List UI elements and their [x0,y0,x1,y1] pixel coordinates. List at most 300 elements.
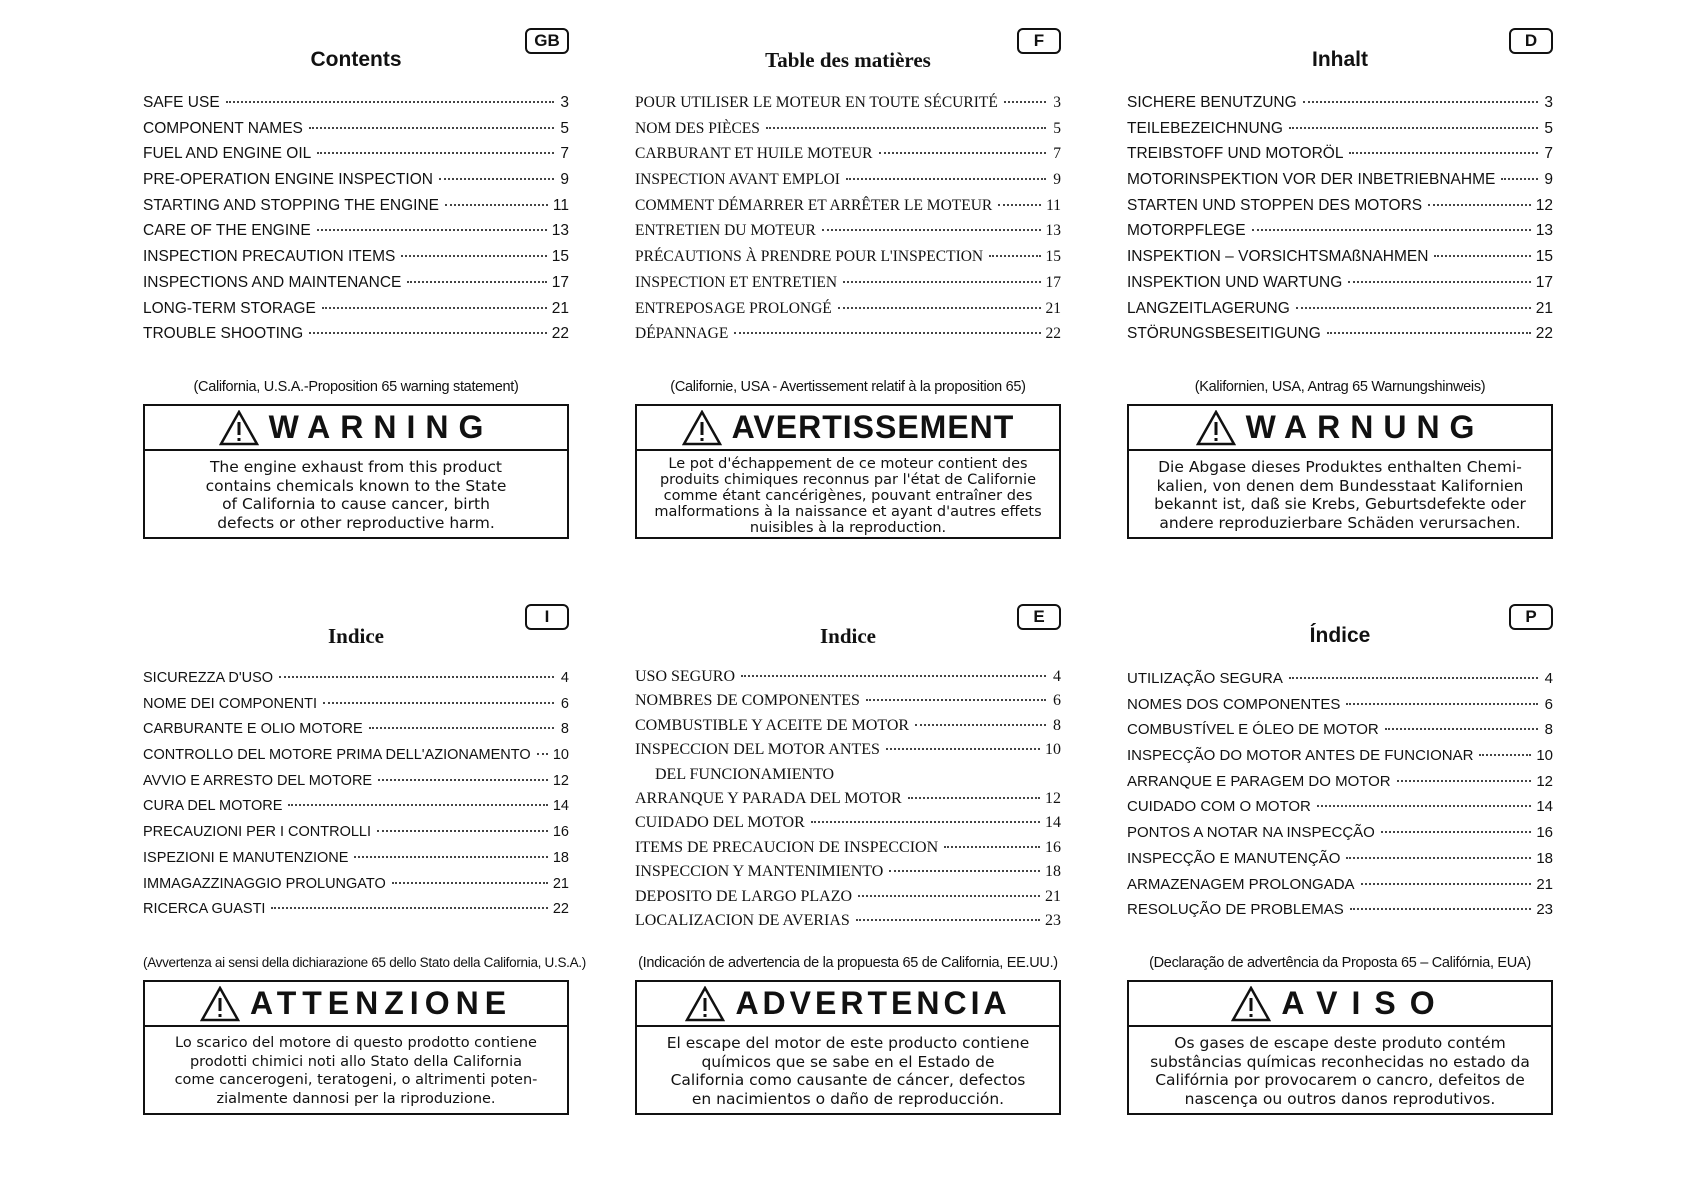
toc-page-number: 23 [1536,901,1553,919]
toc-leader-dots [915,724,1046,726]
toc-entry-label: DEL FUNCIONAMIENTO [655,765,835,783]
toc-leader-dots [1296,307,1531,309]
toc-entry [1127,820,1553,846]
toc-page-number: 13 [1535,222,1553,240]
warning-caption: (Indicación de advertencia de la propuesta 65 de California, EE.UU.) [638,955,1058,971]
toc-entry [635,193,1061,219]
toc-entry-label: RESOLUÇÃO DE PROBLEMAS [1127,901,1344,919]
toc-page-number: 14 [1536,798,1553,816]
toc-page-number: 4 [560,670,569,686]
warning-text-line: en nacimientos o daño de reproducción. [691,1089,1005,1108]
toc-entry [635,665,1061,689]
toc-leader-dots [838,307,1041,309]
warning-box [635,980,1061,1115]
toc-page-number: 5 [1544,119,1553,137]
toc-leader-dots [1346,857,1531,859]
toc-entry [635,321,1061,347]
toc-leader-dots [279,676,554,678]
toc-entry [1127,794,1553,820]
toc-page-number: 22 [1535,325,1553,343]
toc-leader-dots [439,178,554,180]
toc-page-number: 10 [1045,741,1061,759]
toc-entry [1127,244,1553,270]
warning-caption: (Declaração de advertência da Proposta 65 – Califórnia, EUA) [1149,955,1531,971]
toc-leader-dots [866,699,1046,701]
toc-entry [143,193,569,219]
toc-title: Indice [327,624,384,648]
toc-entry [1127,90,1553,116]
toc-leader-dots [1327,332,1531,334]
toc-entry [1127,846,1553,872]
toc-entry [635,296,1061,322]
warning-text-line: come cancerogeni, teratogeni, o altrimenti poten- [174,1072,538,1088]
toc-entry [635,244,1061,270]
toc-entry-label: INSPECTION AVANT EMPLOI [635,171,840,189]
toc-page-number: 18 [1536,849,1553,867]
toc-leader-dots [734,332,1040,334]
toc-entry-label: ENTRETIEN DU MOTEUR [635,222,816,240]
toc-page-number: 13 [551,222,569,240]
toc-entry [143,769,569,795]
toc-entry-label: IMMAGAZZINAGGIO PROLUNGATO [143,875,386,892]
warning-triangle-icon [219,410,259,446]
panel-p [1127,604,1553,1108]
toc-leader-dots [1381,831,1531,833]
warning-text [145,451,567,532]
warning-text-line: El escape del motor de este producto contiene [666,1034,1030,1052]
warning-header [637,982,1059,1027]
toc-entry [143,167,569,193]
toc-page-number: 11 [552,196,569,214]
toc-page-number: 11 [1046,196,1061,214]
toc-entry-label: SICHERE BENUTZUNG [1127,94,1297,111]
panel-header [143,28,569,70]
language-badge: I [525,604,569,630]
toc-leader-dots [369,727,554,729]
toc-entry-label: INSPECÇÃO DO MOTOR ANTES DE FUNCIONAR [1127,747,1474,765]
warning-box [1127,980,1553,1115]
toc-entry-label: LANGZEITLAGERUNG [1127,299,1290,317]
toc-entry-label: PONTOS A NOTAR NA INSPECÇÃO [1127,824,1375,842]
toc-entry [635,141,1061,167]
warning-text [637,1027,1059,1108]
warning-text-line: bekannt ist, daß sie Krebs, Geburtsdefekte oder [1154,495,1526,513]
warning-text-line: Os gases de escape deste produto contém [1174,1034,1506,1052]
warning-text-line: nuisibles à la reproduction. [749,520,947,536]
language-badge: D [1509,28,1553,54]
toc-entry-label: PRÉCAUTIONS À PRENDRE POUR L'INSPECTION [635,248,984,266]
warning-text-line: zialmente dannosi per la riproduzione. [216,1090,496,1107]
toc-page-number: 15 [1535,248,1553,266]
warning-text-line: kalien, von denen dem Bundesstaat Kalifornien [1156,476,1524,495]
toc-entry [1127,141,1553,167]
toc-entry [143,218,569,244]
toc-entry [635,116,1061,142]
language-badge: E [1017,604,1061,630]
toc-leader-dots [309,332,547,334]
toc-entry [1127,321,1553,347]
toc-page-number: 21 [551,299,569,317]
toc-entry-label: INSPECÇÃO E MANUTENÇÃO [1127,849,1341,867]
toc-page-number: 8 [1053,716,1061,734]
toc-page-number: 4 [1053,668,1061,685]
toc-entry-label: STARTING AND STOPPING THE ENGINE [143,196,439,214]
toc-leader-dots [998,204,1041,206]
toc-entry [1127,717,1553,743]
toc-leader-dots [811,821,1040,823]
toc-page-number: 3 [1544,94,1553,111]
panel-header [143,604,569,646]
toc-entry-label: COMBUSTÍVEL E ÓLEO DE MOTOR [1127,721,1379,739]
toc-entry [635,836,1061,860]
warning-box [1127,404,1553,539]
warning-title: ATTENZIONE [249,985,513,1021]
toc-entry [143,244,569,270]
toc-page-number: 9 [560,171,569,189]
warning-header [1129,982,1551,1027]
toc-leader-dots [309,127,554,129]
warning-header [145,982,567,1027]
toc-leader-dots [377,830,548,832]
toc-page-number: 5 [1053,119,1061,137]
toc-entry-label: MOTORPFLEGE [1127,222,1246,240]
warning-caption: (California, U.S.A.-Proposition 65 warning statement) [193,379,519,395]
toc-entry [635,270,1061,296]
toc-entry [1127,116,1553,142]
toc-leader-dots [1252,229,1531,231]
toc-entry-label: NOM DES PIÈCES [635,119,760,137]
warning-caption: (Californie, USA - Avertissement relatif à la proposition 65) [670,379,1026,395]
panel-e [635,604,1061,1108]
toc-entry-label: TREIBSTOFF UND MOTORÖL [1127,145,1344,163]
warning-text-line: Califórnia por provocarem o cancro, defeitos de [1155,1071,1525,1089]
warning-box [143,980,569,1115]
toc-entry [1127,666,1553,692]
toc-page-number: 6 [1544,695,1553,713]
warning-title: AVERTISSEMENT [731,409,1015,445]
toc-page-number: 8 [560,721,569,738]
toc-leader-dots [317,152,554,154]
toc-entry-label: ARRANQUE E PARAGEM DO MOTOR [1127,772,1391,790]
toc-entry [1127,193,1553,219]
toc-leader-dots [401,255,546,257]
toc-entry-label: INSPEKTION UND WARTUNG [1127,273,1343,291]
toc-entry-label: ARMAZENAGEM PROLONGADA [1127,875,1355,893]
toc-list [143,90,569,347]
toc-page-number: 15 [551,248,569,266]
warning-triangle-icon [200,986,240,1022]
toc-page-number: 17 [551,273,569,291]
toc-page-number: 3 [1053,94,1061,111]
toc-page-number: 23 [1045,911,1061,929]
toc-leader-dots [1397,780,1532,782]
toc-page-number: 4 [1544,670,1553,687]
warning-header [637,406,1059,451]
toc-leader-dots [1349,152,1538,154]
toc-list [1127,90,1553,347]
language-badge: F [1017,28,1061,54]
toc-list [143,666,569,923]
toc-entry [143,116,569,142]
toc-leader-dots [843,281,1040,283]
toc-entry [143,692,569,718]
panel-f [635,28,1061,536]
warning-title: ADVERTENCIA [735,985,1011,1021]
toc-leader-dots [445,204,548,206]
toc-entry-label: COMMENT DÉMARRER ET ARRÊTER LE MOTEUR [635,196,993,214]
toc-entry [635,714,1061,738]
warning-text [1129,451,1551,532]
toc-entry [143,794,569,820]
toc-entry [635,787,1061,811]
toc-entry-label: CUIDADO DEL MOTOR [635,814,805,832]
toc-entry [143,872,569,898]
toc-page-number: 10 [1536,747,1553,765]
toc-entry [635,167,1061,193]
toc-page-number: 6 [560,695,569,712]
warning-text-line: Die Abgase dieses Produktes enthalten Chemi- [1158,458,1522,476]
toc-leader-dots [322,307,547,309]
toc-entry-label: TROUBLE SHOOTING [143,325,304,343]
warning-triangle-icon [682,410,722,446]
toc-entry-label: NOMES DOS COMPONENTES [1127,695,1341,713]
warning-text-line: malformations à la naissance et ayant d'autres effets [654,504,1042,520]
panel-gb [143,28,569,532]
toc-leader-dots [1317,805,1531,807]
toc-leader-dots [392,882,548,884]
toc-entry-label: INSPEKTION – VORSICHTSMAßNAHMEN [1127,248,1429,266]
toc-entry [635,689,1061,713]
toc-leader-dots [226,101,554,103]
toc-leader-dots [886,748,1040,750]
toc-entry-label: DÉPANNAGE [635,325,729,343]
toc-entry-label: CURA DEL MOTORE [143,798,283,815]
toc-title: Contents [310,48,402,71]
toc-leader-dots [908,797,1040,799]
toc-list [635,665,1061,933]
toc-leader-dots [1428,204,1531,206]
toc-leader-dots [741,675,1046,677]
toc-entry [635,218,1061,244]
toc-entry [635,860,1061,884]
toc-leader-dots [856,919,1040,921]
toc-entry-label: USO SEGURO [635,668,736,685]
toc-entry-label: INSPECCION DEL MOTOR ANTES [635,741,880,759]
warning-caption: (Kalifornien, USA, Antrag 65 Warnungshinweis) [1194,379,1486,395]
toc-entry-label: NOME DEI COMPONENTI [143,695,318,712]
warning-text-line: Lo scarico del motore di questo prodotto contiene [175,1035,537,1051]
toc-entry-label: CONTROLLO DEL MOTORE PRIMA DELL'AZIONAMENTO [143,747,531,764]
toc-entry-label: CUIDADO COM O MOTOR [1127,798,1311,816]
toc-page-number: 12 [1535,196,1553,214]
toc-entry-label: INSPECTIONS AND MAINTENANCE [143,273,402,291]
warning-text-line: químicos que se sabe en el Estado de [701,1052,995,1071]
toc-leader-dots [317,229,547,231]
toc-entry [1127,743,1553,769]
warning-text [1129,1027,1551,1108]
toc-entry-label: AVVIO E ARRESTO DEL MOTORE [143,772,373,789]
toc-page-number: 17 [1045,273,1061,291]
toc-entry [143,846,569,872]
warning-title: AVISO [1281,985,1449,1021]
toc-title: Table des matières [765,48,931,72]
toc-page-number: 21 [1536,875,1553,893]
panel-i [143,604,586,1107]
toc-entry [143,897,569,923]
toc-page-number: 7 [1544,145,1553,163]
toc-entry-label: SICUREZZA D'USO [143,670,274,686]
toc-page-number: 18 [552,849,569,866]
toc-entry [143,141,569,167]
warning-text-line: The engine exhaust from this product [209,458,503,476]
toc-page-number: 21 [1535,299,1553,317]
toc-entry [1127,296,1553,322]
toc-page-number: 16 [1536,824,1553,842]
toc-entry [143,296,569,322]
panel-d [1127,28,1553,532]
toc-entry-label: COMBUSTIBLE Y ACEITE DE MOTOR [635,716,910,734]
warning-title: WARNUNG [1245,409,1485,445]
toc-entry [635,738,1061,762]
toc-page-number: 14 [552,798,569,815]
toc-entry [635,90,1061,116]
toc-leader-dots [879,152,1046,154]
toc-leader-dots [822,229,1041,231]
warning-box [143,404,569,539]
toc-leader-dots [944,846,1040,848]
toc-entry [1127,167,1553,193]
toc-page-number: 9 [1544,171,1553,189]
toc-entry-label: CARBURANT ET HUILE MOTEUR [635,145,873,163]
toc-page-number: 12 [1045,789,1061,807]
warning-text-line: nascença ou outros danos reprodutivos. [1184,1089,1496,1108]
toc-page-number: 17 [1535,273,1553,291]
toc-leader-dots [1350,908,1532,910]
toc-entry-label: LOCALIZACION DE AVERIAS [635,911,850,929]
toc-entry-label: POUR UTILISER LE MOTEUR EN TOUTE SÉCURITÉ [635,94,998,111]
toc-entry [635,763,1061,787]
toc-page-number: 12 [1536,772,1553,790]
toc-page-number: 7 [560,145,569,163]
toc-leader-dots [1289,677,1538,679]
toc-leader-dots [1348,281,1530,283]
toc-entry-label: DEPOSITO DE LARGO PLAZO [635,887,853,905]
toc-entry [1127,218,1553,244]
toc-entry-label: PRECAUZIONI PER I CONTROLLI [143,824,372,841]
warning-text [637,451,1059,536]
toc-leader-dots [288,804,547,806]
toc-entry [143,90,569,116]
toc-entry [1127,769,1553,795]
toc-leader-dots [858,895,1040,897]
toc-entry [143,321,569,347]
toc-page-number: 21 [1045,887,1061,905]
toc-entry [1127,897,1553,923]
toc-entry-label: LONG-TERM STORAGE [143,299,316,317]
panel-header [635,604,1061,646]
toc-page-number: 7 [1053,145,1061,163]
toc-entry [1127,270,1553,296]
warning-text-line: andere reproduzierbare Schäden verursachen. [1159,513,1521,532]
toc-entry [143,743,569,769]
toc-leader-dots [1004,101,1046,103]
toc-entry [635,885,1061,909]
warning-text-line: substâncias químicas reconhecidas no estado da [1150,1052,1530,1071]
toc-entry-label: INSPECTION PRECAUTION ITEMS [143,248,396,266]
toc-entry-label: INSPECTION ET ENTRETIEN [635,273,838,291]
toc-entry-label: SAFE USE [143,94,220,111]
warning-triangle-icon [1196,410,1236,446]
toc-leader-dots [989,255,1040,257]
toc-entry-label: ARRANQUE Y PARADA DEL MOTOR [635,789,902,807]
toc-entry-label: UTILIZAÇÃO SEGURA [1127,670,1283,687]
toc-title: Inhalt [1312,48,1368,71]
warning-box [635,404,1061,539]
toc-page-number: 18 [1045,863,1061,881]
toc-page-number: 5 [560,119,569,137]
toc-entry-label: MOTORINSPEKTION VOR DER INBETRIEBNAHME [1127,171,1496,189]
toc-entry-label: PRE-OPERATION ENGINE INSPECTION [143,171,433,189]
toc-leader-dots [1479,754,1531,756]
toc-entry-label: ISPEZIONI E MANUTENZIONE [143,849,349,866]
toc-page-number: 12 [552,772,569,789]
toc-page-number: 9 [1053,171,1061,189]
toc-page-number: 10 [552,747,569,764]
toc-page-number: 6 [1053,692,1061,710]
warning-triangle-icon [685,986,725,1022]
toc-entry-label: CARBURANTE E OLIO MOTORE [143,721,363,738]
toc-page-number: 21 [1045,299,1061,317]
toc-page-number: 22 [552,901,569,918]
panel-header [635,28,1061,70]
toc-leader-dots [1434,255,1530,257]
toc-leader-dots [889,870,1040,872]
toc-entry-label: STARTEN UND STOPPEN DES MOTORS [1127,196,1423,214]
toc-page-number: 16 [552,824,569,841]
toc-entry-label: STÖRUNGSBESEITIGUNG [1127,325,1321,343]
toc-entry [143,717,569,743]
toc-page-number: 16 [1045,838,1061,856]
panel-header [1127,28,1553,70]
toc-leader-dots [846,178,1046,180]
toc-entry [635,909,1061,933]
warning-text-line: contains chemicals known to the State [205,476,507,495]
warning-title: WARNING [268,409,494,445]
toc-entry [1127,692,1553,718]
toc-leader-dots [1303,101,1538,103]
toc-page-number: 8 [1544,721,1553,739]
toc-leader-dots [354,856,547,858]
toc-entry-label: CARE OF THE ENGINE [143,222,311,240]
toc-leader-dots [1361,883,1532,885]
warning-text-line: California como causante de cáncer, defectos [670,1071,1026,1089]
toc-leader-dots [1346,703,1538,705]
warning-text-line: prodotti chimici noti allo Stato della California [189,1053,523,1070]
toc-leader-dots [323,702,554,704]
toc-leader-dots [1289,127,1538,129]
toc-page-number: 21 [552,875,569,892]
toc-page-number: 15 [1045,248,1061,266]
warning-text-line: comme étant cancérigènes, pouvant entraîner des [663,488,1033,504]
warning-text-line: defects or other reproductive harm. [217,513,495,532]
warning-text-line: of California to cause cancer, birth [222,495,490,513]
toc-page-number: 3 [560,94,569,111]
toc-entry-label: FUEL AND ENGINE OIL [143,145,312,163]
toc-entry [143,666,569,692]
toc-page-number: 13 [1045,222,1061,240]
toc-list [635,90,1061,347]
toc-leader-dots [1385,728,1538,730]
